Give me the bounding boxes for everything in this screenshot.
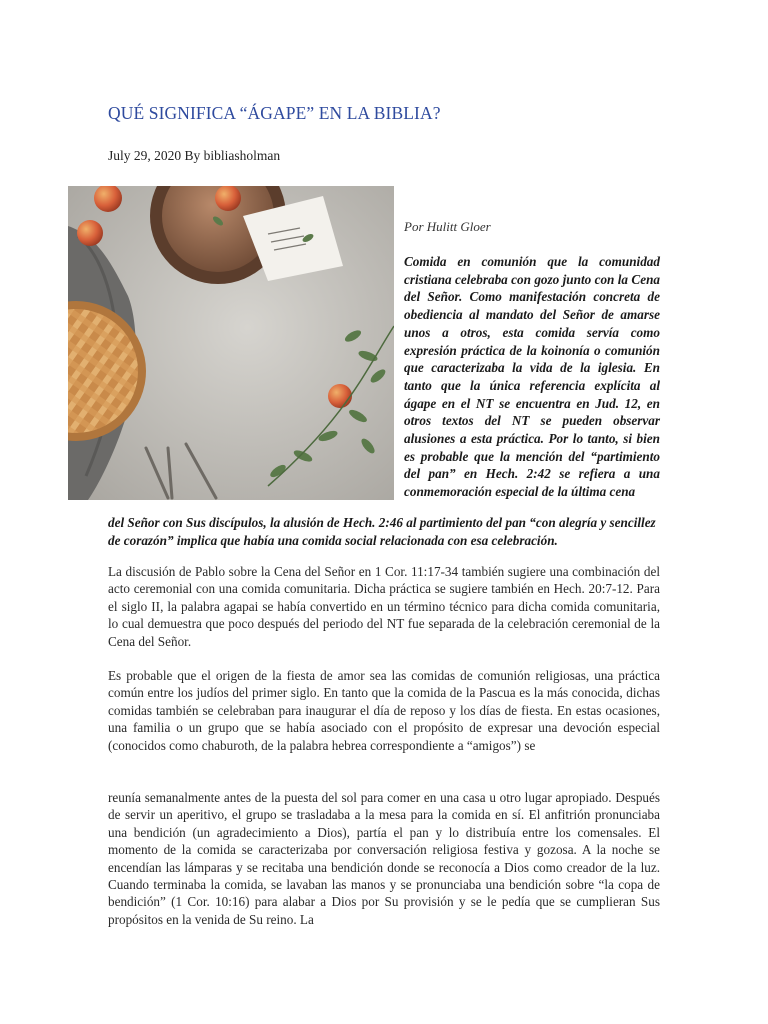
- post-date: July 29, 2020: [108, 148, 182, 163]
- body-paragraph: reunía semanalmente antes de la puesta del sol para comer en una casa u otro lugar apropiado. Después de servir un aperitivo, el grupo se trasladaba a la mesa para la comida en sí. El anfitrión pronunciaba una bendición (un agradecimiento a Dios), partía el pan y lo distribuía entre los comensales. El momento de la comida se caracterizaba por conversación religiosa festiva y gozosa. A la noche se encendían las lámparas y se recitaba una bendición donde se reconocía a Dios como creador de la luz. Cuando terminaba la comida, se lavaban las manos y se pronunciaba una bendición sobre “la copa de bendición” (1 Cor. 10:16) para alabar a Dios por Su provisión y se le pedía que se cumplieran Sus propósitos en la venida de Su reino. La: [108, 790, 660, 927]
- post-meta: [108, 148, 280, 164]
- article-title: QUÉ SIGNIFICA “ÁGAPE” EN LA BIBLIA?: [108, 103, 441, 123]
- lead-paragraph: Comida en comunión que la comunidad cristiana celebraba con gozo junto con la Cena del Señor. Como manifestación concreta de obediencia al mandato del Señor de amarse unos a otros, esta comida servía como expresión práctica de la koinonía o comunión que caracterizaba la vida de la iglesia. En tanto que la única referencia explícita al ágape en el NT se encuentra en Jud. 12, en otros textos del NT se pueden observar alusiones a esta práctica. Por lo tanto, si bien es probable que la mención del “partimiento del pan” en Hech. 2:42 se refiera a una conmemoración especial de la última cena: [404, 254, 660, 500]
- hero-photo: [68, 186, 394, 500]
- lead-paragraph-continued: del Señor con Sus discípulos, la alusión de Hech. 2:46 al partimiento del pan “con alegría y sencillez de corazón” implica que había una comida social relacionada con esa celebración.: [108, 515, 656, 548]
- post-byline[interactable]: By bibliasholman: [184, 148, 281, 163]
- body-paragraph: La discusión de Pablo sobre la Cena del Señor en 1 Cor. 11:17-34 también sugiere una combinación del acto ceremonial con una comida comunitaria. Dicha práctica se sugiere también en Hech. 20:7-12. Para el siglo II, la palabra agapai se había convertido en un término técnico para dicha comida comunitaria, lo cual demuestra que poco después del periodo del NT fue separada de la celebración ceremonial de la Cena del Señor.: [108, 564, 660, 649]
- body-paragraph: Es probable que el origen de la fiesta de amor sea las comidas de comunión religiosas, una práctica común entre los judíos del primer siglo. En tanto que la comida de la Pascua es la más conocida, dichas comidas también se celebraban para inaugurar el día de reposo y los días de fiesta. En estas ocasiones, una familia o un grupo que se había asociado con el propósito de expresar una devoción especial (conocidos como chaburoth, de la palabra hebrea correspondiente a “amigos”) se: [108, 668, 660, 753]
- article-author: Por Hulitt Gloer: [404, 219, 491, 234]
